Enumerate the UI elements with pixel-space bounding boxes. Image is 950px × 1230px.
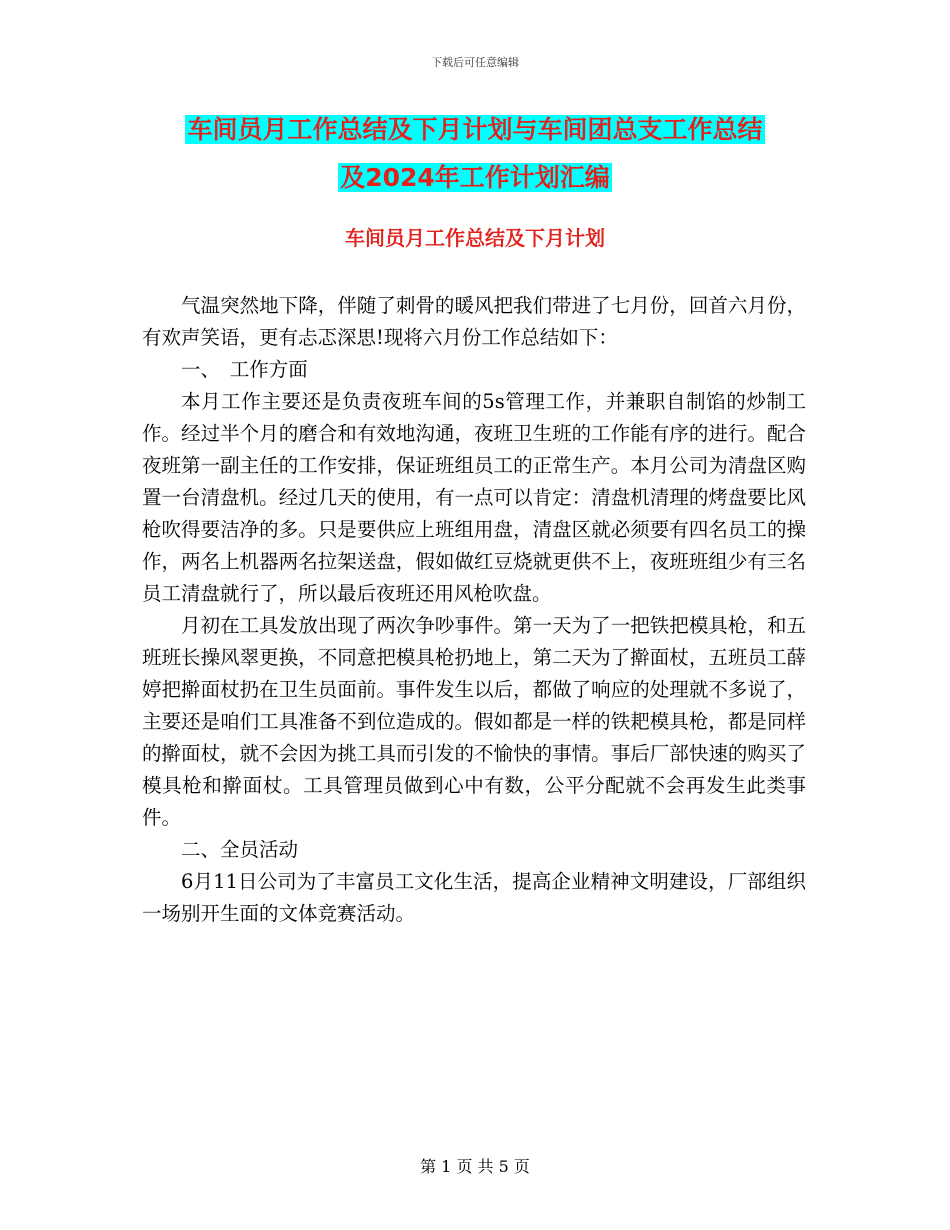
paragraph-activities: 6月11日公司为了丰富员工文化生活，提高企业精神文明建设，厂部组织一场别开生面的文体竞赛活动。 xyxy=(142,870,806,925)
paragraph-intro: 气温突然地下降，伴随了刺骨的暖风把我们带进了七月份，回首六月份，有欢声笑语，更有忐忑深思!现将六月份工作总结如下： xyxy=(142,294,806,349)
document-title xyxy=(140,106,810,202)
heading-activities: 二、全员活动 xyxy=(181,838,299,861)
page-header: 下载后可任意编辑 xyxy=(431,56,519,69)
paragraph-tools: 月初在工具发放出现了两次争吵事件。第一天为了一把铁把模具枪，和五班班长操风翠更换，不同意把模具枪扔地上，第二天为了擀面杖，五班员工薛婷把擀面杖扔在卫生员面前。事件发生以后，都做了响应的处理就不多说了，主要还是咱们工具准备不到位造成的。假如都是一样的铁耙模具枪，都是同样的擀面杖，就不会因为挑工具而引发的不愉快的事情。事后厂部快速的购买了模具枪和擀面杖。工具管理员做到心中有数，公平分配就不会再发生此类事件。 xyxy=(142,614,806,829)
document-title-line-2: 及2024年工作计划汇编 xyxy=(340,163,610,192)
paragraph-work: 本月工作主要还是负责夜班车间的5s管理工作，并兼职自制馅的炒制工作。经过半个月的磨合和有效地沟通，夜班卫生班的工作能有序的进行。配合夜班第一副主任的工作安排，保证班组员工的正常生产。本月公司为清盘区购置一台清盘机。经过几天的使用，有一点可以肯定：清盘机清理的烤盘要比风枪吹得要洁净的多。只是要供应上班组用盘，清盘区就必须要有四名员工的操作，两名上机器两名拉架送盘，假如做红豆烧就更供不上，夜班班组少有三名员工清盘就行了，所以最后夜班还用风枪吹盘。 xyxy=(142,390,806,605)
document-body xyxy=(142,290,806,930)
section-title: 车间员月工作总结及下月计划 xyxy=(345,226,605,250)
document-title-line-1: 车间员月工作总结及下月计划与车间团总支工作总结 xyxy=(187,115,763,144)
page-number: 第 1 页 共 5 页 xyxy=(420,1157,530,1176)
heading-work: 一、 工作方面 xyxy=(181,358,308,381)
